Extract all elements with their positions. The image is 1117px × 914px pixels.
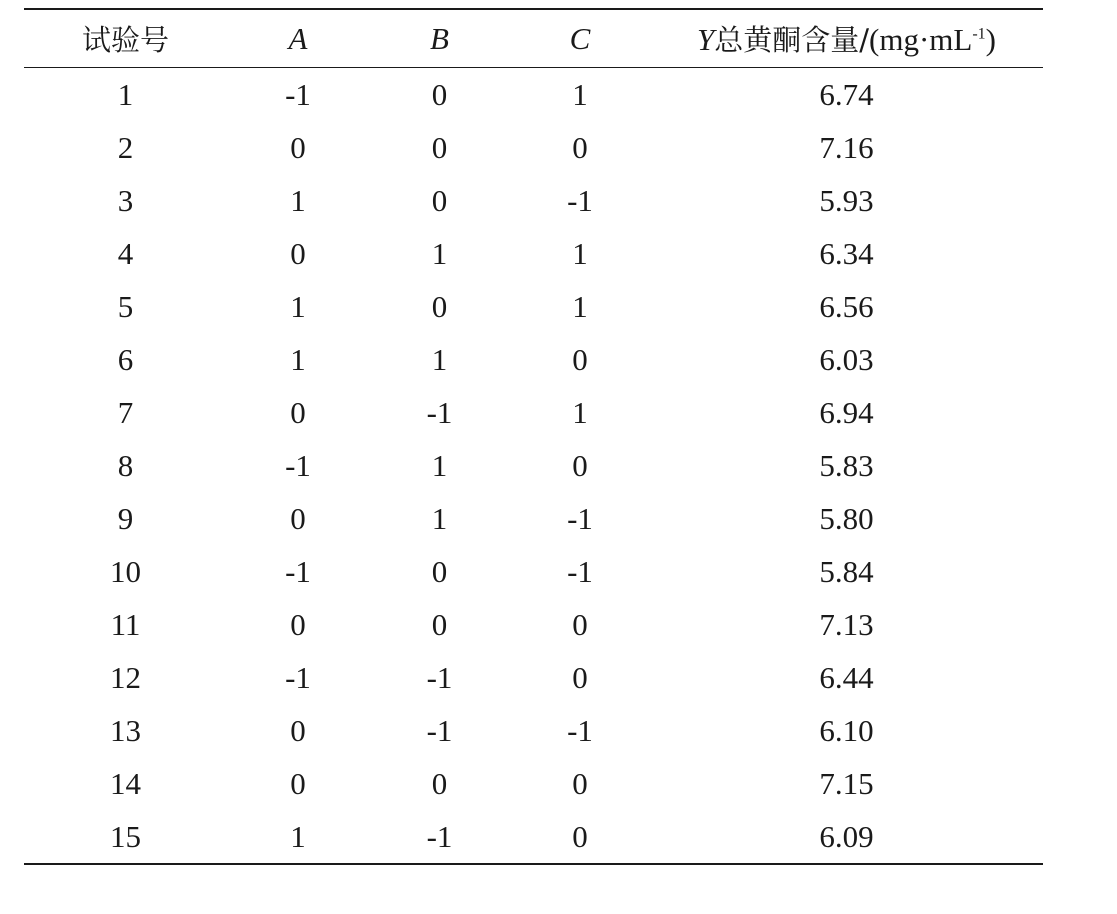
cell-total-flavonoid-content: 6.74 (819, 76, 874, 112)
cell-trial-number: 9 (117, 500, 134, 536)
cell-factor-c: 1 (572, 394, 588, 430)
design-results-table-container (24, 8, 1043, 865)
cell-trial-number: 1 (117, 76, 134, 112)
cell-total-flavonoid-content: 6.09 (650, 810, 1043, 864)
cell-total-flavonoid-content: 6.56 (819, 288, 874, 324)
cell-factor-c: 1 (572, 288, 588, 324)
table-row (24, 545, 1043, 598)
table-row (24, 280, 1043, 333)
cell-total-flavonoid-content: 5.84 (819, 553, 874, 589)
cell-total-flavonoid-content: 7.15 (819, 765, 874, 801)
cell-factor-b: -1 (426, 394, 453, 430)
cell-factor-c: -1 (567, 553, 593, 589)
cell-factor-b: 0 (431, 765, 448, 801)
cell-factor-c: 0 (572, 606, 588, 642)
cell-factor-c: 0 (572, 765, 588, 801)
cell-trial-number: 7 (117, 394, 134, 430)
cell-factor-b: 1 (431, 500, 448, 536)
cell-total-flavonoid-content: 6.34 (819, 235, 874, 271)
cell-factor-a: 0 (290, 129, 306, 165)
table-row (24, 704, 1043, 757)
table-body (24, 68, 1043, 865)
cell-factor-a: 0 (290, 500, 306, 536)
table-row (24, 386, 1043, 439)
header-response-y (650, 9, 1043, 68)
header-factor-a: A (288, 20, 308, 56)
cell-total-flavonoid-content: 6.94 (819, 394, 874, 430)
header-y-letter: Y (697, 22, 715, 57)
table-row (24, 68, 1043, 122)
cell-factor-c: -1 (567, 182, 593, 218)
cell-trial-number: 6 (117, 341, 134, 377)
cell-total-flavonoid-content: 6.44 (819, 659, 874, 695)
cell-total-flavonoid-content: 6.03 (819, 341, 874, 377)
cell-trial-number: 10 (110, 553, 141, 589)
table-row (24, 810, 1043, 864)
cell-trial-number: 5 (117, 288, 134, 324)
cell-factor-b: -1 (426, 659, 453, 695)
cell-trial-number: 11 (110, 606, 141, 642)
design-results-table (24, 8, 1043, 865)
cell-factor-a: -1 (285, 553, 311, 589)
cell-factor-b: 0 (431, 76, 448, 112)
header-row (24, 9, 1043, 68)
cell-total-flavonoid-content: 6.10 (819, 712, 874, 748)
cell-factor-b: 0 (431, 553, 448, 589)
cell-total-flavonoid-content: 5.80 (819, 500, 874, 536)
cell-factor-a: 0 (290, 394, 306, 430)
table-row (24, 598, 1043, 651)
header-y-name: 总黄酮含量/ (714, 23, 870, 57)
cell-factor-a: 1 (290, 341, 306, 377)
cell-factor-b: 0 (431, 288, 448, 324)
cell-total-flavonoid-content: 5.93 (819, 182, 874, 218)
cell-factor-b: -1 (426, 712, 453, 748)
cell-factor-c: -1 (567, 712, 593, 748)
cell-factor-a: 1 (227, 810, 369, 864)
cell-factor-c: 0 (572, 659, 588, 695)
cell-trial-number: 12 (110, 659, 141, 695)
header-y-unit-close: ) (985, 22, 996, 57)
cell-factor-b: -1 (369, 810, 510, 864)
cell-trial-number: 3 (117, 182, 134, 218)
cell-factor-c: 1 (572, 76, 588, 112)
cell-factor-b: 0 (431, 129, 448, 165)
table-row (24, 121, 1043, 174)
cell-factor-a: 0 (290, 712, 306, 748)
cell-factor-b: 1 (431, 235, 448, 271)
cell-factor-a: 0 (290, 765, 306, 801)
cell-factor-c: 0 (510, 810, 650, 864)
cell-trial-number: 15 (24, 810, 227, 864)
cell-factor-c: 0 (572, 447, 588, 483)
table-row (24, 492, 1043, 545)
cell-total-flavonoid-content: 7.16 (819, 129, 874, 165)
header-trial-number: 试验号 (81, 23, 169, 57)
cell-factor-b: 1 (431, 447, 448, 483)
cell-factor-b: 0 (431, 606, 448, 642)
table-row (24, 651, 1043, 704)
cell-factor-a: 0 (290, 235, 306, 271)
table-row (24, 439, 1043, 492)
cell-total-flavonoid-content: 5.83 (819, 447, 874, 483)
cell-trial-number: 2 (117, 129, 134, 165)
cell-factor-c: 0 (572, 341, 588, 377)
cell-total-flavonoid-content: 7.13 (819, 606, 874, 642)
cell-trial-number: 8 (117, 447, 134, 483)
cell-factor-b: 0 (431, 182, 448, 218)
header-y-unit-open: (mg·mL (869, 22, 973, 57)
cell-factor-c: 1 (572, 235, 588, 271)
cell-factor-a: -1 (285, 76, 311, 112)
cell-factor-a: 0 (290, 606, 306, 642)
cell-factor-c: 0 (572, 129, 588, 165)
cell-trial-number: 14 (110, 765, 141, 801)
header-y-unit-sup: -1 (972, 25, 986, 43)
cell-trial-number: 13 (110, 712, 141, 748)
header-factor-b: B (430, 20, 449, 56)
table-header (24, 9, 1043, 68)
cell-factor-a: -1 (285, 659, 311, 695)
table-row (24, 227, 1043, 280)
header-factor-c: C (569, 20, 591, 56)
cell-factor-a: -1 (285, 447, 311, 483)
table-row (24, 757, 1043, 810)
cell-trial-number: 4 (117, 235, 134, 271)
cell-factor-b: 1 (431, 341, 448, 377)
table-row (24, 174, 1043, 227)
cell-factor-a: 1 (290, 182, 306, 218)
cell-factor-c: -1 (567, 500, 593, 536)
cell-factor-a: 1 (290, 288, 306, 324)
table-row (24, 333, 1043, 386)
